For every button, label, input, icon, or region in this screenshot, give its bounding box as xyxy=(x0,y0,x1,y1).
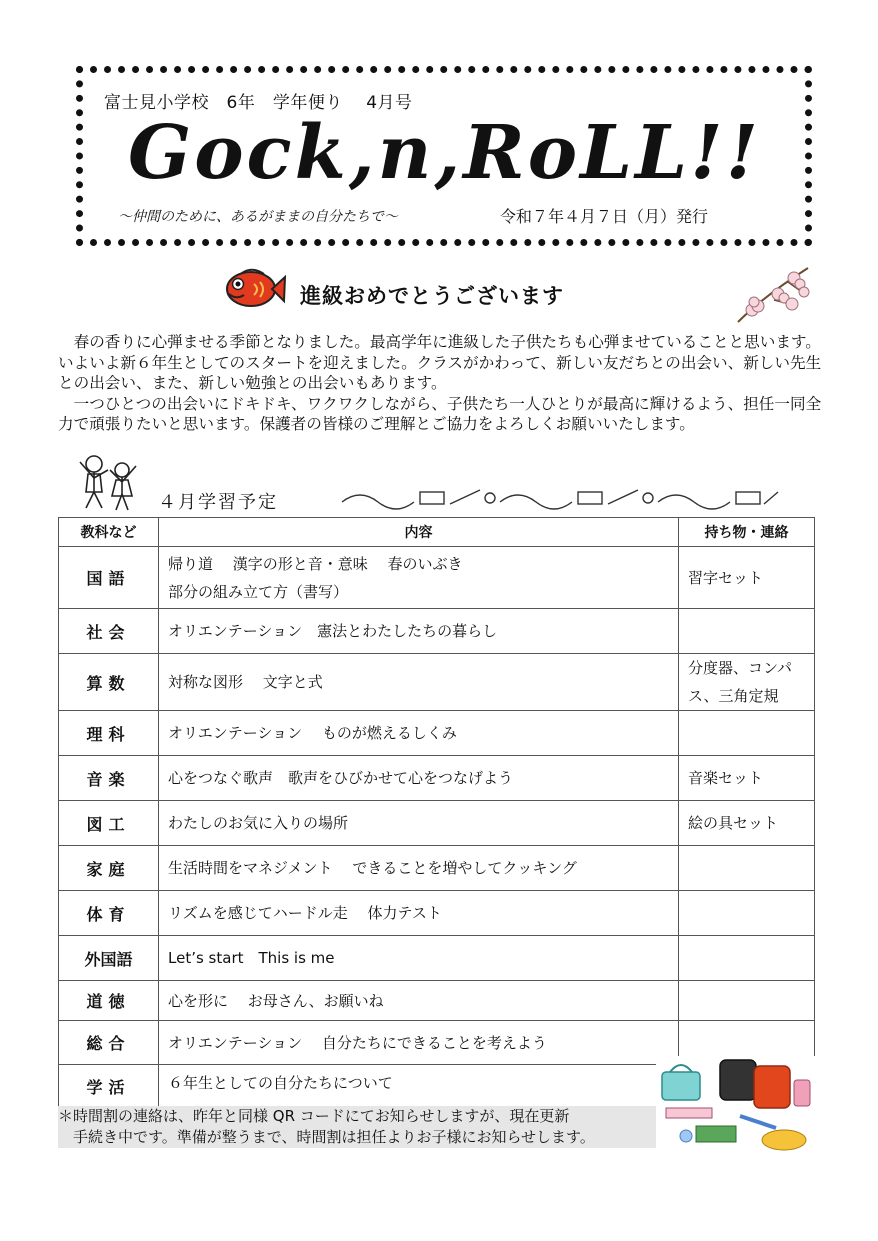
header-items: 持ち物・連絡 xyxy=(679,518,815,547)
congratulations-banner: 進級おめでとうございます xyxy=(300,284,564,308)
children-cheering-icon xyxy=(72,448,142,514)
content-cell: リズムを感じてハードル走 体力テスト xyxy=(159,891,679,936)
subject-cell: 音楽 xyxy=(59,756,159,801)
issue-date: 令和７年４月７日（月）発行 xyxy=(500,207,709,226)
content-cell: わたしのお気に入りの場所 xyxy=(159,801,679,846)
timetable-notice xyxy=(58,1106,656,1148)
newsletter-title: Gock,n,RoLL!! xyxy=(128,110,762,196)
content-cell: ６年生としての自分たちについて xyxy=(159,1065,679,1109)
table-row xyxy=(59,654,815,711)
content-cell: 生活時間をマネジメント できることを増やしてクッキング xyxy=(159,846,679,891)
notice-line: 手続き中です。準備が整うまで、時間割は担任よりお子様にお知らせします。 xyxy=(58,1128,595,1146)
school-supplies-icon xyxy=(656,1056,816,1160)
table-row xyxy=(59,891,815,936)
content-line: 帰り道 漢字の形と音・意味 春のいぶき xyxy=(168,554,463,573)
items-cell: 音楽セット xyxy=(679,756,815,801)
intro-paragraph: 一つひとつの出会いにドキドキ、ワクワクしながら、子供たち一人ひとりが最高に輝けるよう、担任一同全力で頑張りたいと思います。保護者の皆様のご理解とご協力をよろしくお願いいたします。 xyxy=(58,394,822,433)
content-cell: オリエンテーション 憲法とわたしたちの暮らし xyxy=(159,609,679,654)
notice-line: ＊時間割の連絡は、昨年と同様 QR コードにてお知らせしますが、現在更新 xyxy=(58,1107,570,1125)
content-cell: オリエンテーション ものが燃えるしくみ xyxy=(159,711,679,756)
content-cell: 心をつなぐ歌声 歌声をひびかせて心をつなげよう xyxy=(159,756,679,801)
table-header-row xyxy=(59,518,815,547)
subject-cell: 総合 xyxy=(59,1021,159,1065)
items-line: 分度器、コンパ xyxy=(688,659,792,677)
items-cell xyxy=(679,936,815,981)
header-subject: 教科など xyxy=(59,518,159,547)
content-cell: オリエンテーション 自分たちにできることを考えよう xyxy=(159,1021,679,1065)
items-line: ス、三角定規 xyxy=(688,687,779,705)
content-cell: Let’s start This is me xyxy=(159,936,679,981)
items-cell xyxy=(679,711,815,756)
subject-cell: 社会 xyxy=(59,609,159,654)
table-row xyxy=(59,981,815,1021)
subject-cell: 学活 xyxy=(59,1065,159,1109)
items-cell xyxy=(679,981,815,1021)
items-cell: 絵の具セット xyxy=(679,801,815,846)
sea-bream-icon xyxy=(220,264,286,314)
stationery-border-icon xyxy=(340,484,780,510)
subject-cell: 道徳 xyxy=(59,981,159,1021)
table-row xyxy=(59,711,815,756)
subject-cell: 理科 xyxy=(59,711,159,756)
newsletter-issue-line: 富士見小学校 6年 学年便り 4月号 xyxy=(104,93,413,113)
section-title: ４月学習予定 xyxy=(158,492,278,513)
table-row xyxy=(59,609,815,654)
content-cell xyxy=(159,547,679,609)
items-cell xyxy=(679,846,815,891)
cherry-blossom-icon xyxy=(734,262,812,326)
table-row xyxy=(59,801,815,846)
subject-cell: 外国語 xyxy=(59,936,159,981)
subject-cell: 図工 xyxy=(59,801,159,846)
content-cell: 心を形に お母さん、お願いね xyxy=(159,981,679,1021)
subject-cell: 体育 xyxy=(59,891,159,936)
intro-paragraph: 春の香りに心弾ませる季節となりました。最高学年に進級した子供たちも心弾ませていることと思います。いよいよ新６年生としてのスタートを迎えました。クラスがかわって、新しい友だちとの出会い、新しい先生との出会い、また、新しい勉強との出会いもあります。 xyxy=(58,333,822,392)
items-cell: 習字セット xyxy=(679,547,815,609)
items-cell xyxy=(679,609,815,654)
items-cell xyxy=(679,654,815,711)
items-cell xyxy=(679,891,815,936)
content-cell: 対称な図形 文字と式 xyxy=(159,654,679,711)
table-row xyxy=(59,756,815,801)
newsletter-motto: ～仲間のために、あるがままの自分たちで～ xyxy=(118,209,398,225)
table-row xyxy=(59,846,815,891)
content-line: 部分の組み立て方（書写） xyxy=(168,582,349,601)
subject-cell: 家庭 xyxy=(59,846,159,891)
table-row xyxy=(59,547,815,609)
table-row xyxy=(59,936,815,981)
header-content: 内容 xyxy=(159,518,679,547)
schedule-table xyxy=(58,517,815,1109)
intro-text xyxy=(58,332,828,435)
subject-cell: 算数 xyxy=(59,654,159,711)
subject-cell: 国語 xyxy=(59,547,159,609)
